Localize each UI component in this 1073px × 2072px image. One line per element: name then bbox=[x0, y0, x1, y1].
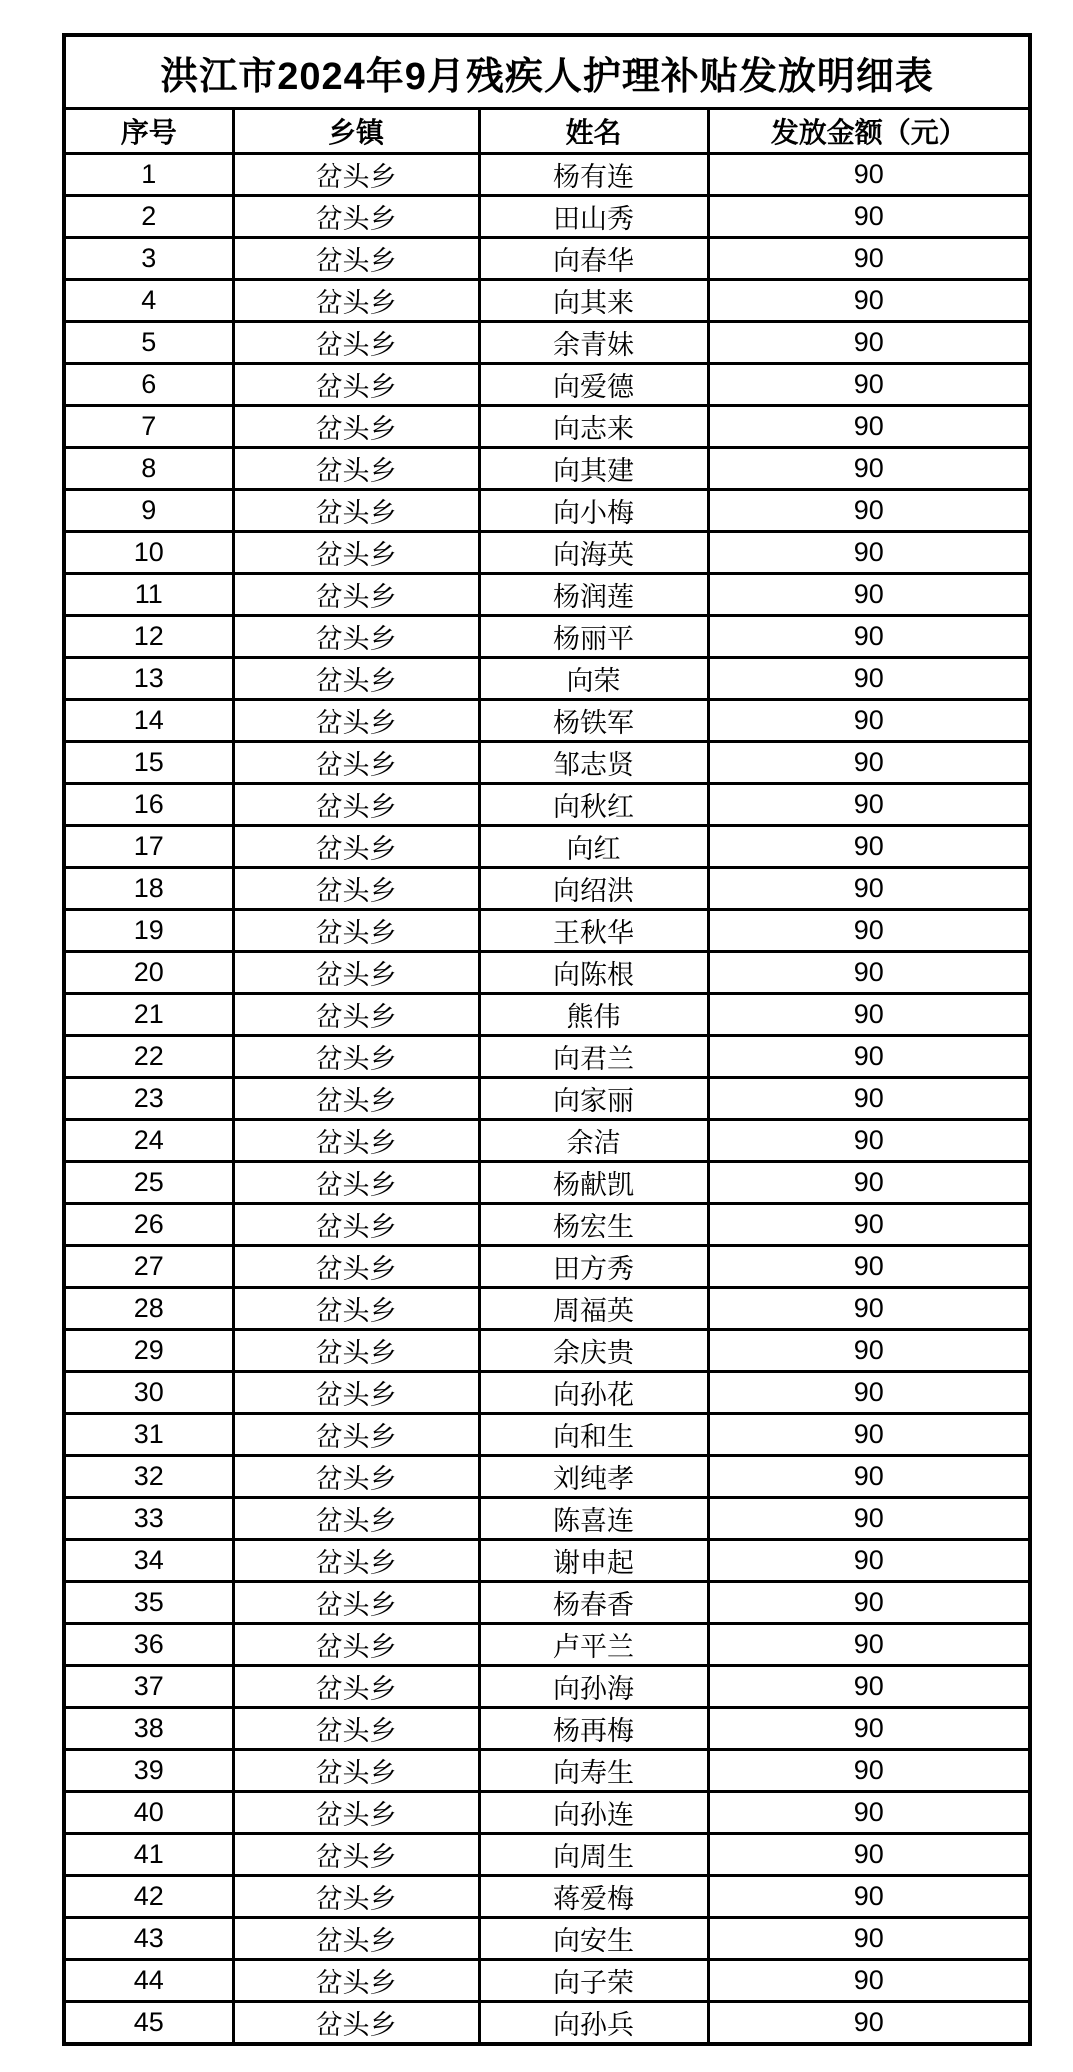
cell-name: 向陈根 bbox=[479, 952, 708, 994]
table-row bbox=[64, 742, 1030, 784]
cell-amount: 90 bbox=[708, 1372, 1030, 1414]
cell-no: 15 bbox=[64, 742, 233, 784]
table-row bbox=[64, 1792, 1030, 1834]
table-row bbox=[64, 196, 1030, 238]
cell-no: 8 bbox=[64, 448, 233, 490]
table-row bbox=[64, 1708, 1030, 1750]
cell-name: 杨有连 bbox=[479, 154, 708, 196]
cell-amount: 90 bbox=[708, 658, 1030, 700]
cell-name: 田方秀 bbox=[479, 1246, 708, 1288]
cell-amount: 90 bbox=[708, 910, 1030, 952]
cell-no: 27 bbox=[64, 1246, 233, 1288]
cell-no: 31 bbox=[64, 1414, 233, 1456]
cell-amount: 90 bbox=[708, 994, 1030, 1036]
table-row bbox=[64, 1120, 1030, 1162]
table-row bbox=[64, 1162, 1030, 1204]
table-row bbox=[64, 448, 1030, 490]
cell-township: 岔头乡 bbox=[233, 532, 479, 574]
cell-township: 岔头乡 bbox=[233, 1456, 479, 1498]
table-row bbox=[64, 1750, 1030, 1792]
cell-township: 岔头乡 bbox=[233, 322, 479, 364]
cell-amount: 90 bbox=[708, 2002, 1030, 2045]
table-row bbox=[64, 1834, 1030, 1876]
cell-name: 杨春香 bbox=[479, 1582, 708, 1624]
cell-amount: 90 bbox=[708, 1624, 1030, 1666]
cell-township: 岔头乡 bbox=[233, 1330, 479, 1372]
cell-amount: 90 bbox=[708, 532, 1030, 574]
cell-township: 岔头乡 bbox=[233, 994, 479, 1036]
table-row bbox=[64, 1624, 1030, 1666]
table-row bbox=[64, 406, 1030, 448]
cell-amount: 90 bbox=[708, 1498, 1030, 1540]
cell-no: 32 bbox=[64, 1456, 233, 1498]
table-row bbox=[64, 154, 1030, 196]
table-row bbox=[64, 2002, 1030, 2045]
cell-amount: 90 bbox=[708, 700, 1030, 742]
cell-no: 26 bbox=[64, 1204, 233, 1246]
column-header-amount: 发放金额（元） bbox=[708, 109, 1030, 154]
table-row bbox=[64, 1078, 1030, 1120]
column-header-no: 序号 bbox=[64, 109, 233, 154]
cell-township: 岔头乡 bbox=[233, 1834, 479, 1876]
cell-township: 岔头乡 bbox=[233, 1918, 479, 1960]
cell-name: 向海英 bbox=[479, 532, 708, 574]
cell-no: 6 bbox=[64, 364, 233, 406]
cell-name: 向绍洪 bbox=[479, 868, 708, 910]
cell-amount: 90 bbox=[708, 1078, 1030, 1120]
cell-no: 44 bbox=[64, 1960, 233, 2002]
column-header-name: 姓名 bbox=[479, 109, 708, 154]
cell-no: 35 bbox=[64, 1582, 233, 1624]
cell-amount: 90 bbox=[708, 1414, 1030, 1456]
cell-no: 23 bbox=[64, 1078, 233, 1120]
cell-township: 岔头乡 bbox=[233, 154, 479, 196]
table-row bbox=[64, 280, 1030, 322]
cell-township: 岔头乡 bbox=[233, 700, 479, 742]
cell-township: 岔头乡 bbox=[233, 574, 479, 616]
cell-township: 岔头乡 bbox=[233, 490, 479, 532]
cell-no: 41 bbox=[64, 1834, 233, 1876]
cell-no: 39 bbox=[64, 1750, 233, 1792]
cell-no: 45 bbox=[64, 2002, 233, 2045]
cell-name: 向其建 bbox=[479, 448, 708, 490]
cell-name: 周福英 bbox=[479, 1288, 708, 1330]
cell-name: 向孙连 bbox=[479, 1792, 708, 1834]
cell-no: 13 bbox=[64, 658, 233, 700]
cell-amount: 90 bbox=[708, 322, 1030, 364]
cell-amount: 90 bbox=[708, 1120, 1030, 1162]
table-row bbox=[64, 616, 1030, 658]
cell-name: 向周生 bbox=[479, 1834, 708, 1876]
cell-township: 岔头乡 bbox=[233, 238, 479, 280]
cell-name: 余青妹 bbox=[479, 322, 708, 364]
cell-township: 岔头乡 bbox=[233, 1036, 479, 1078]
cell-name: 向子荣 bbox=[479, 1960, 708, 2002]
subsidy-table bbox=[62, 33, 1032, 2046]
cell-no: 25 bbox=[64, 1162, 233, 1204]
cell-amount: 90 bbox=[708, 154, 1030, 196]
cell-township: 岔头乡 bbox=[233, 1162, 479, 1204]
cell-no: 16 bbox=[64, 784, 233, 826]
cell-no: 20 bbox=[64, 952, 233, 994]
cell-name: 向爱德 bbox=[479, 364, 708, 406]
cell-township: 岔头乡 bbox=[233, 364, 479, 406]
cell-no: 17 bbox=[64, 826, 233, 868]
cell-amount: 90 bbox=[708, 364, 1030, 406]
cell-township: 岔头乡 bbox=[233, 1246, 479, 1288]
cell-name: 向春华 bbox=[479, 238, 708, 280]
cell-no: 33 bbox=[64, 1498, 233, 1540]
table-row bbox=[64, 1666, 1030, 1708]
cell-amount: 90 bbox=[708, 1708, 1030, 1750]
cell-township: 岔头乡 bbox=[233, 616, 479, 658]
table-row bbox=[64, 700, 1030, 742]
table-row bbox=[64, 1036, 1030, 1078]
cell-name: 向荣 bbox=[479, 658, 708, 700]
cell-amount: 90 bbox=[708, 1456, 1030, 1498]
cell-township: 岔头乡 bbox=[233, 826, 479, 868]
cell-amount: 90 bbox=[708, 490, 1030, 532]
table-row bbox=[64, 1246, 1030, 1288]
cell-township: 岔头乡 bbox=[233, 1624, 479, 1666]
cell-township: 岔头乡 bbox=[233, 1540, 479, 1582]
cell-name: 王秋华 bbox=[479, 910, 708, 952]
cell-no: 11 bbox=[64, 574, 233, 616]
cell-name: 向安生 bbox=[479, 1918, 708, 1960]
page-title: 洪江市2024年9月残疾人护理补贴发放明细表 bbox=[64, 35, 1030, 109]
cell-amount: 90 bbox=[708, 1876, 1030, 1918]
cell-name: 向孙海 bbox=[479, 1666, 708, 1708]
table-row bbox=[64, 1372, 1030, 1414]
table-row bbox=[64, 1960, 1030, 2002]
cell-township: 岔头乡 bbox=[233, 1204, 479, 1246]
cell-name: 余洁 bbox=[479, 1120, 708, 1162]
cell-no: 7 bbox=[64, 406, 233, 448]
cell-no: 24 bbox=[64, 1120, 233, 1162]
cell-name: 蒋爱梅 bbox=[479, 1876, 708, 1918]
table-row bbox=[64, 532, 1030, 574]
cell-township: 岔头乡 bbox=[233, 658, 479, 700]
cell-township: 岔头乡 bbox=[233, 952, 479, 994]
cell-amount: 90 bbox=[708, 1540, 1030, 1582]
cell-name: 向小梅 bbox=[479, 490, 708, 532]
cell-amount: 90 bbox=[708, 1246, 1030, 1288]
cell-amount: 90 bbox=[708, 196, 1030, 238]
cell-amount: 90 bbox=[708, 868, 1030, 910]
cell-township: 岔头乡 bbox=[233, 406, 479, 448]
table-row bbox=[64, 1498, 1030, 1540]
cell-no: 28 bbox=[64, 1288, 233, 1330]
cell-township: 岔头乡 bbox=[233, 1120, 479, 1162]
table-row bbox=[64, 868, 1030, 910]
cell-amount: 90 bbox=[708, 616, 1030, 658]
cell-no: 1 bbox=[64, 154, 233, 196]
cell-no: 30 bbox=[64, 1372, 233, 1414]
cell-name: 陈喜连 bbox=[479, 1498, 708, 1540]
cell-no: 10 bbox=[64, 532, 233, 574]
cell-name: 向孙花 bbox=[479, 1372, 708, 1414]
cell-no: 2 bbox=[64, 196, 233, 238]
table-body bbox=[64, 154, 1030, 2045]
cell-name: 杨再梅 bbox=[479, 1708, 708, 1750]
cell-no: 22 bbox=[64, 1036, 233, 1078]
cell-amount: 90 bbox=[708, 1750, 1030, 1792]
cell-no: 36 bbox=[64, 1624, 233, 1666]
cell-township: 岔头乡 bbox=[233, 1876, 479, 1918]
cell-name: 杨润莲 bbox=[479, 574, 708, 616]
cell-name: 杨丽平 bbox=[479, 616, 708, 658]
cell-township: 岔头乡 bbox=[233, 1498, 479, 1540]
cell-amount: 90 bbox=[708, 784, 1030, 826]
table-row bbox=[64, 490, 1030, 532]
table-row bbox=[64, 826, 1030, 868]
cell-no: 14 bbox=[64, 700, 233, 742]
cell-name: 杨宏生 bbox=[479, 1204, 708, 1246]
cell-amount: 90 bbox=[708, 1792, 1030, 1834]
table-row bbox=[64, 658, 1030, 700]
cell-township: 岔头乡 bbox=[233, 448, 479, 490]
cell-amount: 90 bbox=[708, 1162, 1030, 1204]
table-row bbox=[64, 1288, 1030, 1330]
cell-no: 9 bbox=[64, 490, 233, 532]
cell-name: 田山秀 bbox=[479, 196, 708, 238]
cell-township: 岔头乡 bbox=[233, 784, 479, 826]
table-row bbox=[64, 574, 1030, 616]
table-row bbox=[64, 952, 1030, 994]
cell-name: 向红 bbox=[479, 826, 708, 868]
table-row bbox=[64, 364, 1030, 406]
cell-township: 岔头乡 bbox=[233, 1750, 479, 1792]
cell-name: 向其来 bbox=[479, 280, 708, 322]
cell-amount: 90 bbox=[708, 1918, 1030, 1960]
cell-name: 熊伟 bbox=[479, 994, 708, 1036]
table-row bbox=[64, 238, 1030, 280]
cell-township: 岔头乡 bbox=[233, 280, 479, 322]
cell-township: 岔头乡 bbox=[233, 742, 479, 784]
cell-amount: 90 bbox=[708, 952, 1030, 994]
cell-amount: 90 bbox=[708, 742, 1030, 784]
table-row bbox=[64, 994, 1030, 1036]
cell-no: 5 bbox=[64, 322, 233, 364]
table-row bbox=[64, 1456, 1030, 1498]
table-row bbox=[64, 322, 1030, 364]
cell-name: 向君兰 bbox=[479, 1036, 708, 1078]
cell-name: 余庆贵 bbox=[479, 1330, 708, 1372]
cell-no: 3 bbox=[64, 238, 233, 280]
cell-township: 岔头乡 bbox=[233, 1582, 479, 1624]
cell-no: 19 bbox=[64, 910, 233, 952]
cell-township: 岔头乡 bbox=[233, 1792, 479, 1834]
cell-township: 岔头乡 bbox=[233, 1372, 479, 1414]
cell-no: 4 bbox=[64, 280, 233, 322]
cell-name: 刘纯孝 bbox=[479, 1456, 708, 1498]
cell-no: 37 bbox=[64, 1666, 233, 1708]
cell-no: 18 bbox=[64, 868, 233, 910]
cell-name: 向秋红 bbox=[479, 784, 708, 826]
cell-name: 谢申起 bbox=[479, 1540, 708, 1582]
cell-township: 岔头乡 bbox=[233, 1288, 479, 1330]
cell-township: 岔头乡 bbox=[233, 1960, 479, 2002]
title-row bbox=[64, 35, 1030, 109]
cell-no: 29 bbox=[64, 1330, 233, 1372]
cell-no: 34 bbox=[64, 1540, 233, 1582]
cell-township: 岔头乡 bbox=[233, 1078, 479, 1120]
cell-name: 卢平兰 bbox=[479, 1624, 708, 1666]
cell-township: 岔头乡 bbox=[233, 868, 479, 910]
cell-amount: 90 bbox=[708, 448, 1030, 490]
cell-name: 杨献凯 bbox=[479, 1162, 708, 1204]
cell-township: 岔头乡 bbox=[233, 910, 479, 952]
table-row bbox=[64, 1918, 1030, 1960]
cell-amount: 90 bbox=[708, 1582, 1030, 1624]
cell-amount: 90 bbox=[708, 574, 1030, 616]
table-row bbox=[64, 910, 1030, 952]
table-row bbox=[64, 1876, 1030, 1918]
table-row bbox=[64, 784, 1030, 826]
table-row bbox=[64, 1330, 1030, 1372]
cell-no: 40 bbox=[64, 1792, 233, 1834]
cell-name: 杨铁军 bbox=[479, 700, 708, 742]
cell-name: 向寿生 bbox=[479, 1750, 708, 1792]
cell-amount: 90 bbox=[708, 406, 1030, 448]
cell-amount: 90 bbox=[708, 826, 1030, 868]
table-row bbox=[64, 1414, 1030, 1456]
cell-amount: 90 bbox=[708, 1666, 1030, 1708]
cell-no: 42 bbox=[64, 1876, 233, 1918]
cell-name: 向志来 bbox=[479, 406, 708, 448]
cell-name: 向孙兵 bbox=[479, 2002, 708, 2045]
cell-amount: 90 bbox=[708, 1960, 1030, 2002]
cell-amount: 90 bbox=[708, 1204, 1030, 1246]
cell-amount: 90 bbox=[708, 1834, 1030, 1876]
cell-township: 岔头乡 bbox=[233, 2002, 479, 2045]
cell-amount: 90 bbox=[708, 238, 1030, 280]
cell-name: 向和生 bbox=[479, 1414, 708, 1456]
cell-amount: 90 bbox=[708, 1036, 1030, 1078]
table-header-row bbox=[64, 109, 1030, 154]
cell-amount: 90 bbox=[708, 1330, 1030, 1372]
cell-no: 43 bbox=[64, 1918, 233, 1960]
cell-township: 岔头乡 bbox=[233, 1414, 479, 1456]
cell-township: 岔头乡 bbox=[233, 1708, 479, 1750]
table-row bbox=[64, 1582, 1030, 1624]
table-row bbox=[64, 1540, 1030, 1582]
cell-amount: 90 bbox=[708, 1288, 1030, 1330]
cell-township: 岔头乡 bbox=[233, 1666, 479, 1708]
cell-name: 向家丽 bbox=[479, 1078, 708, 1120]
cell-no: 38 bbox=[64, 1708, 233, 1750]
table-row bbox=[64, 1204, 1030, 1246]
cell-township: 岔头乡 bbox=[233, 196, 479, 238]
cell-name: 邹志贤 bbox=[479, 742, 708, 784]
column-header-township: 乡镇 bbox=[233, 109, 479, 154]
cell-no: 21 bbox=[64, 994, 233, 1036]
cell-no: 12 bbox=[64, 616, 233, 658]
cell-amount: 90 bbox=[708, 280, 1030, 322]
